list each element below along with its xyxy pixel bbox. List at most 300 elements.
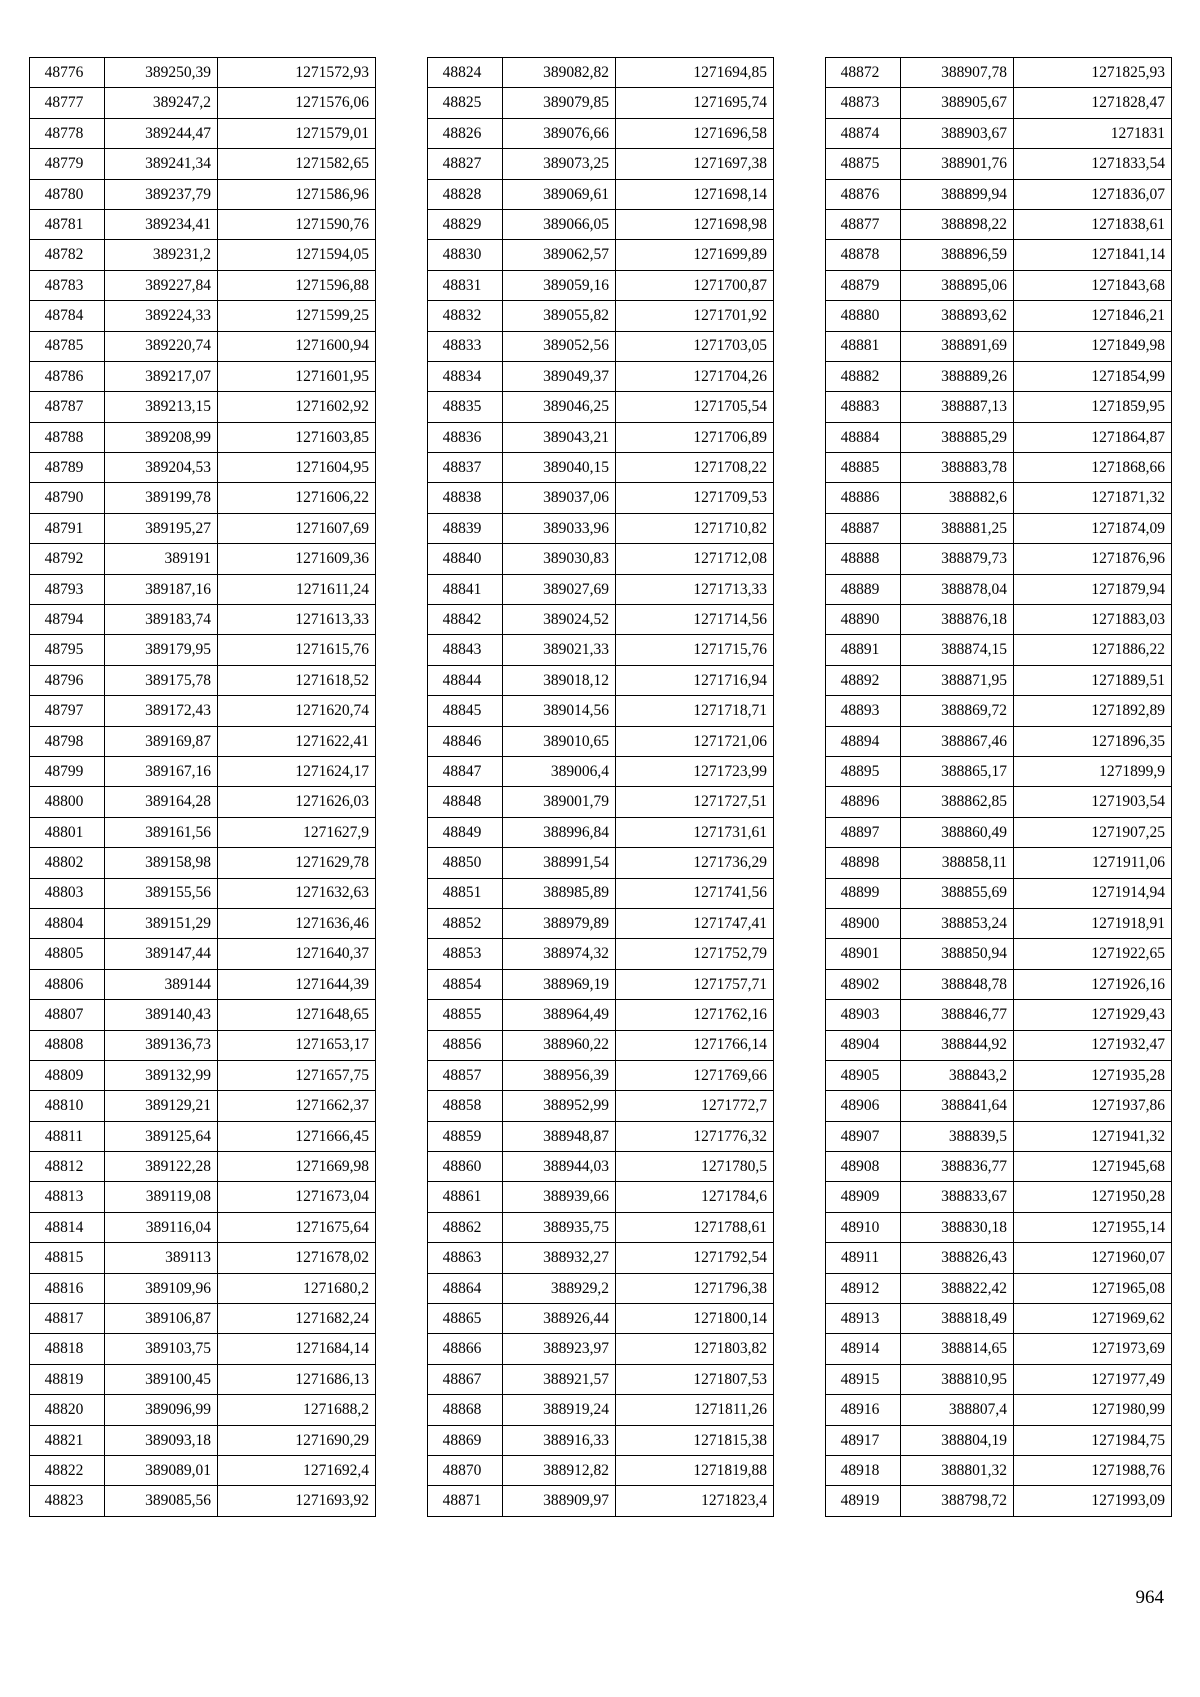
- point-number-cell: 48902: [826, 969, 901, 999]
- y-coordinate-cell: 1271721,06: [616, 726, 774, 756]
- table-row: [30, 1364, 376, 1394]
- table-row: [428, 756, 774, 786]
- y-coordinate-cell: 1271825,93: [1014, 58, 1172, 88]
- table-row: [826, 422, 1172, 452]
- point-number-cell: 48884: [826, 422, 901, 452]
- point-number-cell: 48801: [30, 817, 105, 847]
- x-coordinate-cell: 388896,59: [901, 240, 1014, 270]
- point-number-cell: 48876: [826, 179, 901, 209]
- point-number-cell: 48808: [30, 1030, 105, 1060]
- table-row: [826, 149, 1172, 179]
- table-row: [428, 908, 774, 938]
- table-row: [428, 1304, 774, 1334]
- table-row: [428, 939, 774, 969]
- table-row: [428, 240, 774, 270]
- point-number-cell: 48813: [30, 1182, 105, 1212]
- y-coordinate-cell: 1271833,54: [1014, 149, 1172, 179]
- point-number-cell: 48825: [428, 88, 503, 118]
- y-coordinate-cell: 1271772,7: [616, 1091, 774, 1121]
- table-row: [30, 878, 376, 908]
- point-number-cell: 48910: [826, 1212, 901, 1242]
- table-row: [428, 635, 774, 665]
- page-number: 964: [1135, 1587, 1164, 1608]
- table-row: [428, 301, 774, 331]
- point-number-cell: 48805: [30, 939, 105, 969]
- point-number-cell: 48810: [30, 1091, 105, 1121]
- point-number-cell: 48850: [428, 848, 503, 878]
- y-coordinate-cell: 1271609,36: [218, 544, 376, 574]
- table-row: [826, 1334, 1172, 1364]
- table-row: [30, 149, 376, 179]
- y-coordinate-cell: 1271757,71: [616, 969, 774, 999]
- y-coordinate-cell: 1271582,65: [218, 149, 376, 179]
- table-row: [428, 58, 774, 88]
- point-number-cell: 48791: [30, 513, 105, 543]
- y-coordinate-cell: 1271688,2: [218, 1395, 376, 1425]
- point-number-cell: 48901: [826, 939, 901, 969]
- y-coordinate-cell: 1271703,05: [616, 331, 774, 361]
- x-coordinate-cell: 388871,95: [901, 665, 1014, 695]
- point-number-cell: 48788: [30, 422, 105, 452]
- table-row: [30, 453, 376, 483]
- point-number-cell: 48818: [30, 1334, 105, 1364]
- x-coordinate-cell: 388929,2: [503, 1273, 616, 1303]
- point-number-cell: 48779: [30, 149, 105, 179]
- x-coordinate-cell: 388991,54: [503, 848, 616, 878]
- point-number-cell: 48908: [826, 1152, 901, 1182]
- y-coordinate-cell: 1271929,43: [1014, 1000, 1172, 1030]
- table-row: [826, 1000, 1172, 1030]
- x-coordinate-cell: 389155,56: [105, 878, 218, 908]
- x-coordinate-cell: 389093,18: [105, 1425, 218, 1455]
- y-coordinate-cell: 1271836,07: [1014, 179, 1172, 209]
- x-coordinate-cell: 388912,82: [503, 1455, 616, 1485]
- x-coordinate-cell: 389027,69: [503, 574, 616, 604]
- y-coordinate-cell: 1271604,95: [218, 453, 376, 483]
- point-number-cell: 48852: [428, 908, 503, 938]
- x-coordinate-cell: 388841,64: [901, 1091, 1014, 1121]
- point-number-cell: 48837: [428, 453, 503, 483]
- y-coordinate-cell: 1271796,38: [616, 1273, 774, 1303]
- y-coordinate-cell: 1271973,69: [1014, 1334, 1172, 1364]
- table-row: [30, 939, 376, 969]
- table-row: [826, 544, 1172, 574]
- table-row: [428, 118, 774, 148]
- y-coordinate-cell: 1271714,56: [616, 605, 774, 635]
- x-coordinate-cell: 389052,56: [503, 331, 616, 361]
- table-row: [826, 301, 1172, 331]
- x-coordinate-cell: 389204,53: [105, 453, 218, 483]
- x-coordinate-cell: 388798,72: [901, 1486, 1014, 1516]
- point-number-cell: 48892: [826, 665, 901, 695]
- point-number-cell: 48835: [428, 392, 503, 422]
- table-row: [428, 544, 774, 574]
- point-number-cell: 48833: [428, 331, 503, 361]
- x-coordinate-cell: 388874,15: [901, 635, 1014, 665]
- point-number-cell: 48904: [826, 1030, 901, 1060]
- point-number-cell: 48822: [30, 1455, 105, 1485]
- x-coordinate-cell: 389085,56: [105, 1486, 218, 1516]
- point-number-cell: 48866: [428, 1334, 503, 1364]
- point-number-cell: 48828: [428, 179, 503, 209]
- point-number-cell: 48887: [826, 513, 901, 543]
- table-row: [428, 1000, 774, 1030]
- table-row: [826, 1304, 1172, 1334]
- point-number-cell: 48873: [826, 88, 901, 118]
- table-row: [30, 392, 376, 422]
- x-coordinate-cell: 389234,41: [105, 209, 218, 239]
- point-number-cell: 48776: [30, 58, 105, 88]
- y-coordinate-cell: 1271599,25: [218, 301, 376, 331]
- x-coordinate-cell: 389021,33: [503, 635, 616, 665]
- y-coordinate-cell: 1271935,28: [1014, 1060, 1172, 1090]
- y-coordinate-cell: 1271697,38: [616, 149, 774, 179]
- x-coordinate-cell: 389208,99: [105, 422, 218, 452]
- point-number-cell: 48817: [30, 1304, 105, 1334]
- point-number-cell: 48911: [826, 1243, 901, 1273]
- y-coordinate-cell: 1271706,89: [616, 422, 774, 452]
- table-row: [826, 483, 1172, 513]
- table-row: [428, 270, 774, 300]
- x-coordinate-cell: 389172,43: [105, 696, 218, 726]
- x-coordinate-cell: 389164,28: [105, 787, 218, 817]
- table-row: [428, 149, 774, 179]
- table-row: [30, 240, 376, 270]
- table-row: [30, 1334, 376, 1364]
- x-coordinate-cell: 388881,25: [901, 513, 1014, 543]
- y-coordinate-cell: 1271811,26: [616, 1395, 774, 1425]
- y-coordinate-cell: 1271607,69: [218, 513, 376, 543]
- point-number-cell: 48787: [30, 392, 105, 422]
- y-coordinate-cell: 1271988,76: [1014, 1455, 1172, 1485]
- y-coordinate-cell: 1271766,14: [616, 1030, 774, 1060]
- y-coordinate-cell: 1271868,66: [1014, 453, 1172, 483]
- point-number-cell: 48859: [428, 1121, 503, 1151]
- table-row: [826, 1486, 1172, 1516]
- y-coordinate-cell: 1271879,94: [1014, 574, 1172, 604]
- table-row: [826, 969, 1172, 999]
- table-row: [30, 1304, 376, 1334]
- point-number-cell: 48798: [30, 726, 105, 756]
- point-number-cell: 48869: [428, 1425, 503, 1455]
- y-coordinate-cell: 1271736,29: [616, 848, 774, 878]
- y-coordinate-cell: 1271615,76: [218, 635, 376, 665]
- point-number-cell: 48804: [30, 908, 105, 938]
- point-number-cell: 48900: [826, 908, 901, 938]
- y-coordinate-cell: 1271859,95: [1014, 392, 1172, 422]
- y-coordinate-cell: 1271776,32: [616, 1121, 774, 1151]
- y-coordinate-cell: 1271653,17: [218, 1030, 376, 1060]
- table-row: [428, 331, 774, 361]
- x-coordinate-cell: 388898,22: [901, 209, 1014, 239]
- x-coordinate-cell: 389122,28: [105, 1152, 218, 1182]
- point-number-cell: 48790: [30, 483, 105, 513]
- y-coordinate-cell: 1271611,24: [218, 574, 376, 604]
- y-coordinate-cell: 1271594,05: [218, 240, 376, 270]
- table-row: [826, 574, 1172, 604]
- y-coordinate-cell: 1271684,14: [218, 1334, 376, 1364]
- x-coordinate-cell: 388810,95: [901, 1364, 1014, 1394]
- table-row: [30, 726, 376, 756]
- y-coordinate-cell: 1271682,24: [218, 1304, 376, 1334]
- point-number-cell: 48855: [428, 1000, 503, 1030]
- table-row: [428, 209, 774, 239]
- x-coordinate-cell: 388887,13: [901, 392, 1014, 422]
- x-coordinate-cell: 388919,24: [503, 1395, 616, 1425]
- table-row: [30, 1182, 376, 1212]
- y-coordinate-cell: 1271603,85: [218, 422, 376, 452]
- x-coordinate-cell: 388801,32: [901, 1455, 1014, 1485]
- point-number-cell: 48827: [428, 149, 503, 179]
- table-row: [826, 179, 1172, 209]
- x-coordinate-cell: 388843,2: [901, 1060, 1014, 1090]
- x-coordinate-cell: 388996,84: [503, 817, 616, 847]
- table-row: [826, 453, 1172, 483]
- x-coordinate-cell: 389140,43: [105, 1000, 218, 1030]
- x-coordinate-cell: 389175,78: [105, 665, 218, 695]
- point-number-cell: 48796: [30, 665, 105, 695]
- y-coordinate-cell: 1271864,87: [1014, 422, 1172, 452]
- table-row: [30, 331, 376, 361]
- table-row: [826, 605, 1172, 635]
- y-coordinate-cell: 1271849,98: [1014, 331, 1172, 361]
- y-coordinate-cell: 1271602,92: [218, 392, 376, 422]
- y-coordinate-cell: 1271846,21: [1014, 301, 1172, 331]
- y-coordinate-cell: 1271586,96: [218, 179, 376, 209]
- y-coordinate-cell: 1271579,01: [218, 118, 376, 148]
- x-coordinate-cell: 388862,85: [901, 787, 1014, 817]
- y-coordinate-cell: 1271636,46: [218, 908, 376, 938]
- point-number-cell: 48832: [428, 301, 503, 331]
- y-coordinate-cell: 1271752,79: [616, 939, 774, 969]
- y-coordinate-cell: 1271914,94: [1014, 878, 1172, 908]
- y-coordinate-cell: 1271712,08: [616, 544, 774, 574]
- y-coordinate-cell: 1271747,41: [616, 908, 774, 938]
- point-number-cell: 48849: [428, 817, 503, 847]
- point-number-cell: 48916: [826, 1395, 901, 1425]
- x-coordinate-cell: 389076,66: [503, 118, 616, 148]
- y-coordinate-cell: 1271618,52: [218, 665, 376, 695]
- x-coordinate-cell: 388895,06: [901, 270, 1014, 300]
- y-coordinate-cell: 1271723,99: [616, 756, 774, 786]
- point-number-cell: 48811: [30, 1121, 105, 1151]
- y-coordinate-cell: 1271841,14: [1014, 240, 1172, 270]
- table-row: [428, 1152, 774, 1182]
- point-number-cell: 48883: [826, 392, 901, 422]
- table-row: [428, 1030, 774, 1060]
- y-coordinate-cell: 1271792,54: [616, 1243, 774, 1273]
- table-row: [428, 817, 774, 847]
- point-number-cell: 48919: [826, 1486, 901, 1516]
- x-coordinate-cell: 389014,56: [503, 696, 616, 726]
- x-coordinate-cell: 389161,56: [105, 817, 218, 847]
- table-row: [428, 1334, 774, 1364]
- x-coordinate-cell: 388850,94: [901, 939, 1014, 969]
- x-coordinate-cell: 389158,98: [105, 848, 218, 878]
- point-number-cell: 48864: [428, 1273, 503, 1303]
- y-coordinate-cell: 1271669,98: [218, 1152, 376, 1182]
- table-row: [826, 1425, 1172, 1455]
- y-coordinate-cell: 1271815,38: [616, 1425, 774, 1455]
- table-row: [428, 726, 774, 756]
- x-coordinate-cell: 388867,46: [901, 726, 1014, 756]
- point-number-cell: 48815: [30, 1243, 105, 1273]
- point-number-cell: 48795: [30, 635, 105, 665]
- point-number-cell: 48857: [428, 1060, 503, 1090]
- table-row: [30, 1243, 376, 1273]
- x-coordinate-cell: 389147,44: [105, 939, 218, 969]
- table-row: [826, 939, 1172, 969]
- y-coordinate-cell: 1271807,53: [616, 1364, 774, 1394]
- point-number-cell: 48915: [826, 1364, 901, 1394]
- table-row: [30, 118, 376, 148]
- point-number-cell: 48906: [826, 1091, 901, 1121]
- x-coordinate-cell: 388865,17: [901, 756, 1014, 786]
- x-coordinate-cell: 389018,12: [503, 665, 616, 695]
- point-number-cell: 48888: [826, 544, 901, 574]
- point-number-cell: 48918: [826, 1455, 901, 1485]
- point-number-cell: 48784: [30, 301, 105, 331]
- table-row: [826, 361, 1172, 391]
- y-coordinate-cell: 1271693,92: [218, 1486, 376, 1516]
- x-coordinate-cell: 388844,92: [901, 1030, 1014, 1060]
- x-coordinate-cell: 388952,99: [503, 1091, 616, 1121]
- point-number-cell: 48862: [428, 1212, 503, 1242]
- y-coordinate-cell: 1271788,61: [616, 1212, 774, 1242]
- point-number-cell: 48843: [428, 635, 503, 665]
- x-coordinate-cell: 388860,49: [901, 817, 1014, 847]
- table-row: [30, 696, 376, 726]
- table-row: [826, 209, 1172, 239]
- x-coordinate-cell: 389129,21: [105, 1091, 218, 1121]
- point-number-cell: 48854: [428, 969, 503, 999]
- y-coordinate-cell: 1271675,64: [218, 1212, 376, 1242]
- x-coordinate-cell: 389237,79: [105, 179, 218, 209]
- point-number-cell: 48799: [30, 756, 105, 786]
- point-number-cell: 48829: [428, 209, 503, 239]
- y-coordinate-cell: 1271576,06: [218, 88, 376, 118]
- table-row: [428, 1060, 774, 1090]
- y-coordinate-cell: 1271626,03: [218, 787, 376, 817]
- x-coordinate-cell: 389103,75: [105, 1334, 218, 1364]
- y-coordinate-cell: 1271731,61: [616, 817, 774, 847]
- table-row: [428, 1243, 774, 1273]
- y-coordinate-cell: 1271709,53: [616, 483, 774, 513]
- table-row: [826, 1121, 1172, 1151]
- y-coordinate-cell: 1271892,89: [1014, 696, 1172, 726]
- table-row: [428, 1425, 774, 1455]
- table-row: [428, 574, 774, 604]
- y-coordinate-cell: 1271704,26: [616, 361, 774, 391]
- x-coordinate-cell: 389055,82: [503, 301, 616, 331]
- table-row: [30, 908, 376, 938]
- table-row: [428, 361, 774, 391]
- y-coordinate-cell: 1271696,58: [616, 118, 774, 148]
- table-row: [30, 1091, 376, 1121]
- y-coordinate-cell: 1271718,71: [616, 696, 774, 726]
- x-coordinate-cell: 388830,18: [901, 1212, 1014, 1242]
- x-coordinate-cell: 388969,19: [503, 969, 616, 999]
- table-row: [428, 179, 774, 209]
- x-coordinate-cell: 388907,78: [901, 58, 1014, 88]
- y-coordinate-cell: 1271686,13: [218, 1364, 376, 1394]
- x-coordinate-cell: 388869,72: [901, 696, 1014, 726]
- y-coordinate-cell: 1271800,14: [616, 1304, 774, 1334]
- x-coordinate-cell: 389244,47: [105, 118, 218, 148]
- y-coordinate-cell: 1271698,14: [616, 179, 774, 209]
- y-coordinate-cell: 1271945,68: [1014, 1152, 1172, 1182]
- y-coordinate-cell: 1271590,76: [218, 209, 376, 239]
- table-row: [428, 696, 774, 726]
- table-row: [826, 88, 1172, 118]
- table-row: [826, 240, 1172, 270]
- y-coordinate-cell: 1271648,65: [218, 1000, 376, 1030]
- table-row: [428, 848, 774, 878]
- y-coordinate-cell: 1271727,51: [616, 787, 774, 817]
- table-row: [30, 817, 376, 847]
- x-coordinate-cell: 388944,03: [503, 1152, 616, 1182]
- point-number-cell: 48865: [428, 1304, 503, 1334]
- x-coordinate-cell: 388964,49: [503, 1000, 616, 1030]
- y-coordinate-cell: 1271896,35: [1014, 726, 1172, 756]
- table-row: [30, 1395, 376, 1425]
- y-coordinate-cell: 1271640,37: [218, 939, 376, 969]
- table-row: [428, 1455, 774, 1485]
- y-coordinate-cell: 1271695,74: [616, 88, 774, 118]
- table-row: [30, 665, 376, 695]
- table-row: [30, 1425, 376, 1455]
- x-coordinate-cell: 388807,4: [901, 1395, 1014, 1425]
- point-number-cell: 48778: [30, 118, 105, 148]
- y-coordinate-cell: 1271874,09: [1014, 513, 1172, 543]
- point-number-cell: 48785: [30, 331, 105, 361]
- point-number-cell: 48853: [428, 939, 503, 969]
- x-coordinate-cell: 388846,77: [901, 1000, 1014, 1030]
- table-row: [30, 1486, 376, 1516]
- point-number-cell: 48792: [30, 544, 105, 574]
- point-number-cell: 48841: [428, 574, 503, 604]
- y-coordinate-cell: 1271911,06: [1014, 848, 1172, 878]
- table-row: [30, 361, 376, 391]
- table-row: [826, 1364, 1172, 1394]
- x-coordinate-cell: 389096,99: [105, 1395, 218, 1425]
- table-row: [30, 58, 376, 88]
- table-row: [30, 1212, 376, 1242]
- y-coordinate-cell: 1271918,91: [1014, 908, 1172, 938]
- x-coordinate-cell: 389037,06: [503, 483, 616, 513]
- x-coordinate-cell: 389132,99: [105, 1060, 218, 1090]
- x-coordinate-cell: 388836,77: [901, 1152, 1014, 1182]
- point-number-cell: 48890: [826, 605, 901, 635]
- x-coordinate-cell: 388826,43: [901, 1243, 1014, 1273]
- x-coordinate-cell: 388858,11: [901, 848, 1014, 878]
- table-row: [428, 1486, 774, 1516]
- table-row: [30, 756, 376, 786]
- x-coordinate-cell: 389073,25: [503, 149, 616, 179]
- point-number-cell: 48891: [826, 635, 901, 665]
- y-coordinate-cell: 1271596,88: [218, 270, 376, 300]
- x-coordinate-cell: 389125,64: [105, 1121, 218, 1151]
- table-row: [826, 1455, 1172, 1485]
- y-coordinate-cell: 1271965,08: [1014, 1273, 1172, 1303]
- point-number-cell: 48879: [826, 270, 901, 300]
- x-coordinate-cell: 388818,49: [901, 1304, 1014, 1334]
- x-coordinate-cell: 389006,4: [503, 756, 616, 786]
- y-coordinate-cell: 1271932,47: [1014, 1030, 1172, 1060]
- x-coordinate-cell: 388833,67: [901, 1182, 1014, 1212]
- point-number-cell: 48847: [428, 756, 503, 786]
- table-row: [826, 848, 1172, 878]
